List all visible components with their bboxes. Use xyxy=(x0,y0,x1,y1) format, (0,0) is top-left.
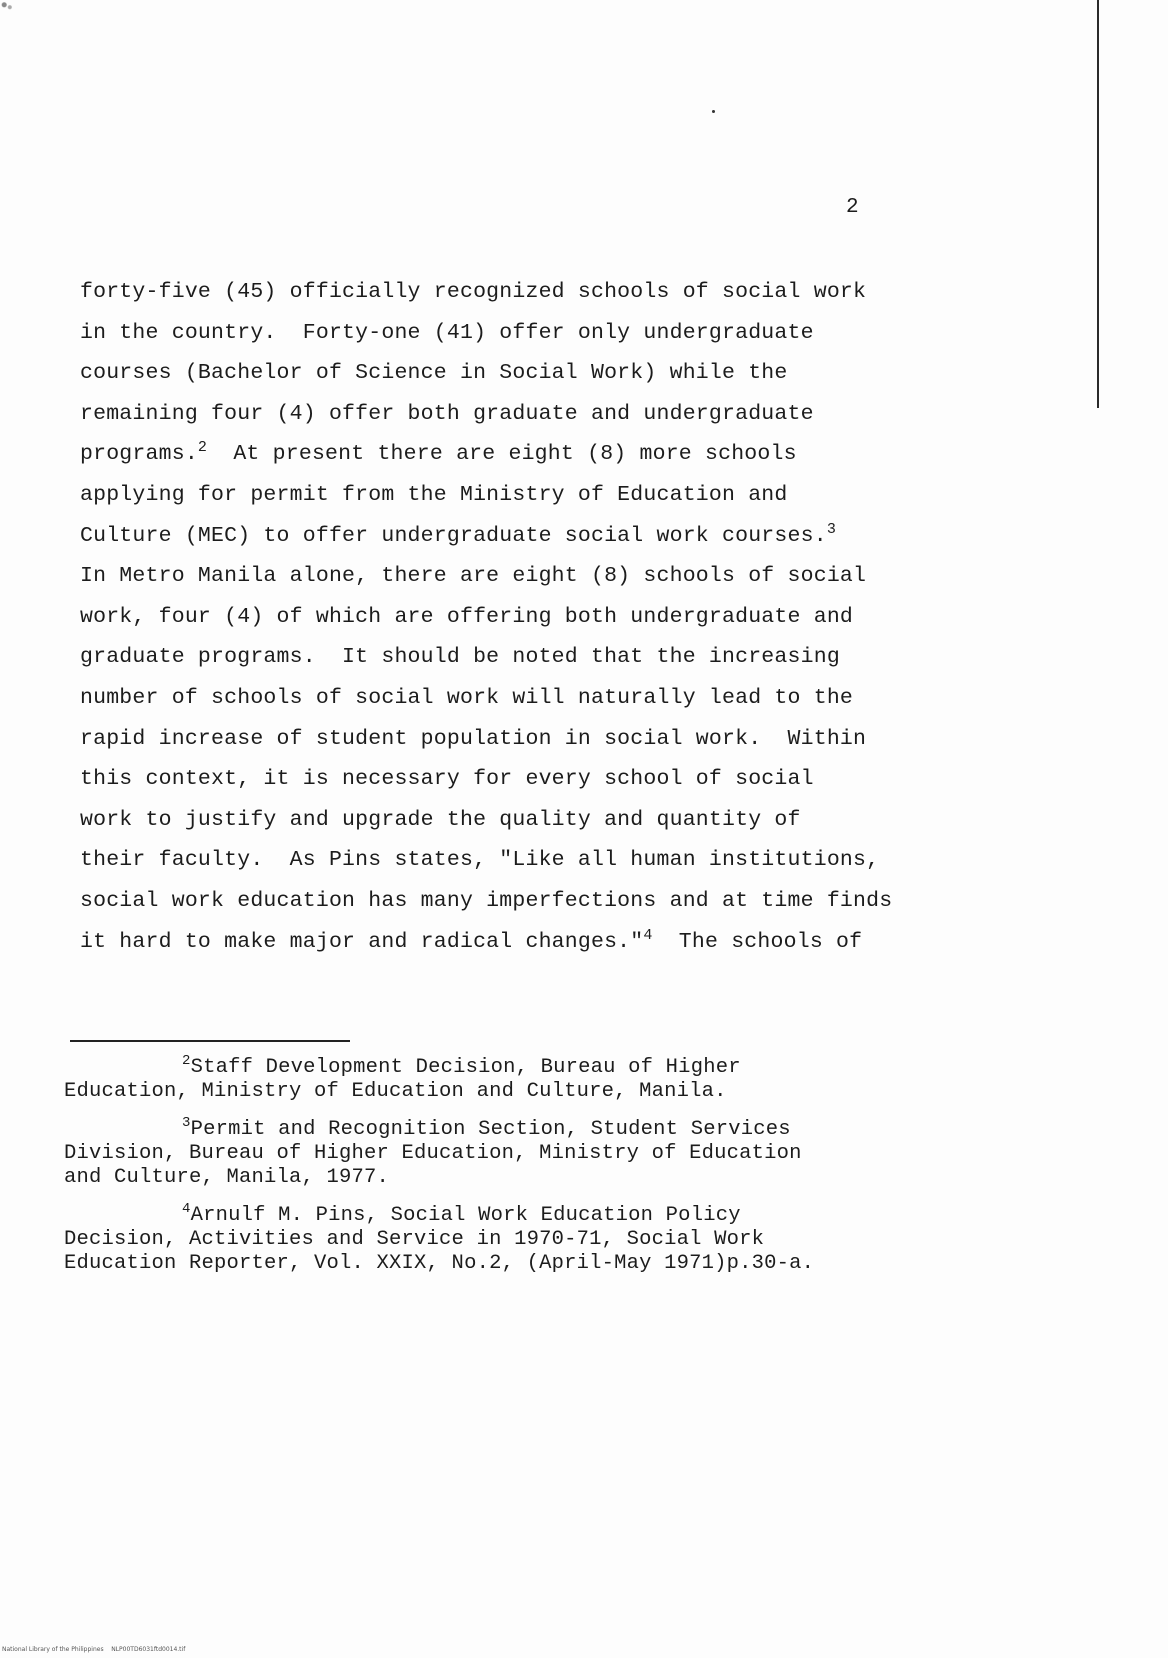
body-line: in the country. Forty-one (41) offer only undergraduate xyxy=(80,320,814,345)
body-line: work to justify and upgrade the quality and quantity of xyxy=(80,807,801,832)
body-line-text: Culture (MEC) to offer undergraduate social work courses. xyxy=(80,523,827,548)
body-line-text: At present there are eight (8) more schools xyxy=(207,442,797,467)
body-text xyxy=(80,280,960,970)
footnote-marker: 3 xyxy=(182,1115,191,1131)
body-line: social work education has many imperfections and at time finds xyxy=(80,888,893,913)
body-line: courses (Bachelor of Science in Social Work) while the xyxy=(80,361,788,386)
footnote-line xyxy=(64,1201,964,1228)
body-line-text: it hard to make major and radical changes." xyxy=(80,929,644,954)
body-line: remaining four (4) offer both graduate and undergraduate xyxy=(80,401,814,426)
footnote-divider xyxy=(70,1040,350,1042)
footnote-marker: 2 xyxy=(182,1053,191,1069)
body-line: applying for permit from the Ministry of Education and xyxy=(80,482,788,507)
body-line: their faculty. As Pins states, "Like all human institutions, xyxy=(80,848,880,873)
footnote-ref-4: 4 xyxy=(643,926,653,944)
footnote-line xyxy=(64,1053,964,1080)
footnote-line: Education Reporter, Vol. XXIX, No.2, (April-May 1971)p.30-a. xyxy=(64,1252,815,1275)
body-line: work, four (4) of which are offering both undergraduate and xyxy=(80,604,854,629)
scan-footer-caption: National Library of the Philippines NLP00TD6031ftd0014.tif xyxy=(2,1646,186,1653)
body-line: this context, it is necessary for every school of social xyxy=(80,767,814,792)
scan-dot-mark xyxy=(712,110,715,113)
right-margin-line xyxy=(1097,0,1099,408)
body-line-text: programs. xyxy=(80,442,198,467)
footnote-text: Permit and Recognition Section, Student Services xyxy=(190,1118,791,1141)
footnote-2 xyxy=(64,1053,964,1104)
footnote-3 xyxy=(64,1115,964,1190)
body-line-text: The schools of xyxy=(652,929,863,954)
footnote-text: Arnulf M. Pins, Social Work Education Policy xyxy=(190,1204,741,1227)
footnote-line: Education, Ministry of Education and Culture, Manila. xyxy=(64,1080,727,1103)
body-line: number of schools of social work will naturally lead to the xyxy=(80,685,854,710)
footnotes xyxy=(64,1053,964,1290)
footnote-ref-2: 2 xyxy=(197,439,208,457)
body-line xyxy=(80,926,960,971)
footnote-4 xyxy=(64,1201,964,1276)
footnote-line: Division, Bureau of Higher Education, Ministry of Education xyxy=(64,1142,802,1165)
body-line: graduate programs. It should be noted that the increasing xyxy=(80,645,840,670)
footnote-text: Staff Development Decision, Bureau of Higher xyxy=(190,1056,741,1079)
footnote-line: Decision, Activities and Service in 1970-71, Social Work xyxy=(64,1228,765,1251)
footnote-ref-3: 3 xyxy=(826,520,837,538)
footnote-marker: 4 xyxy=(182,1201,191,1217)
body-line xyxy=(80,520,960,565)
body-line xyxy=(80,439,960,483)
body-line: rapid increase of student population in social work. Within xyxy=(80,726,867,751)
page-number: 2 xyxy=(846,196,859,219)
body-line: forty-five (45) officially recognized schools of social work xyxy=(80,280,867,304)
body-line: In Metro Manila alone, there are eight (8) schools of social xyxy=(80,564,867,589)
footnote-line: and Culture, Manila, 1977. xyxy=(64,1166,390,1189)
footnote-line xyxy=(64,1115,964,1142)
scan-speck-mark xyxy=(0,0,14,12)
